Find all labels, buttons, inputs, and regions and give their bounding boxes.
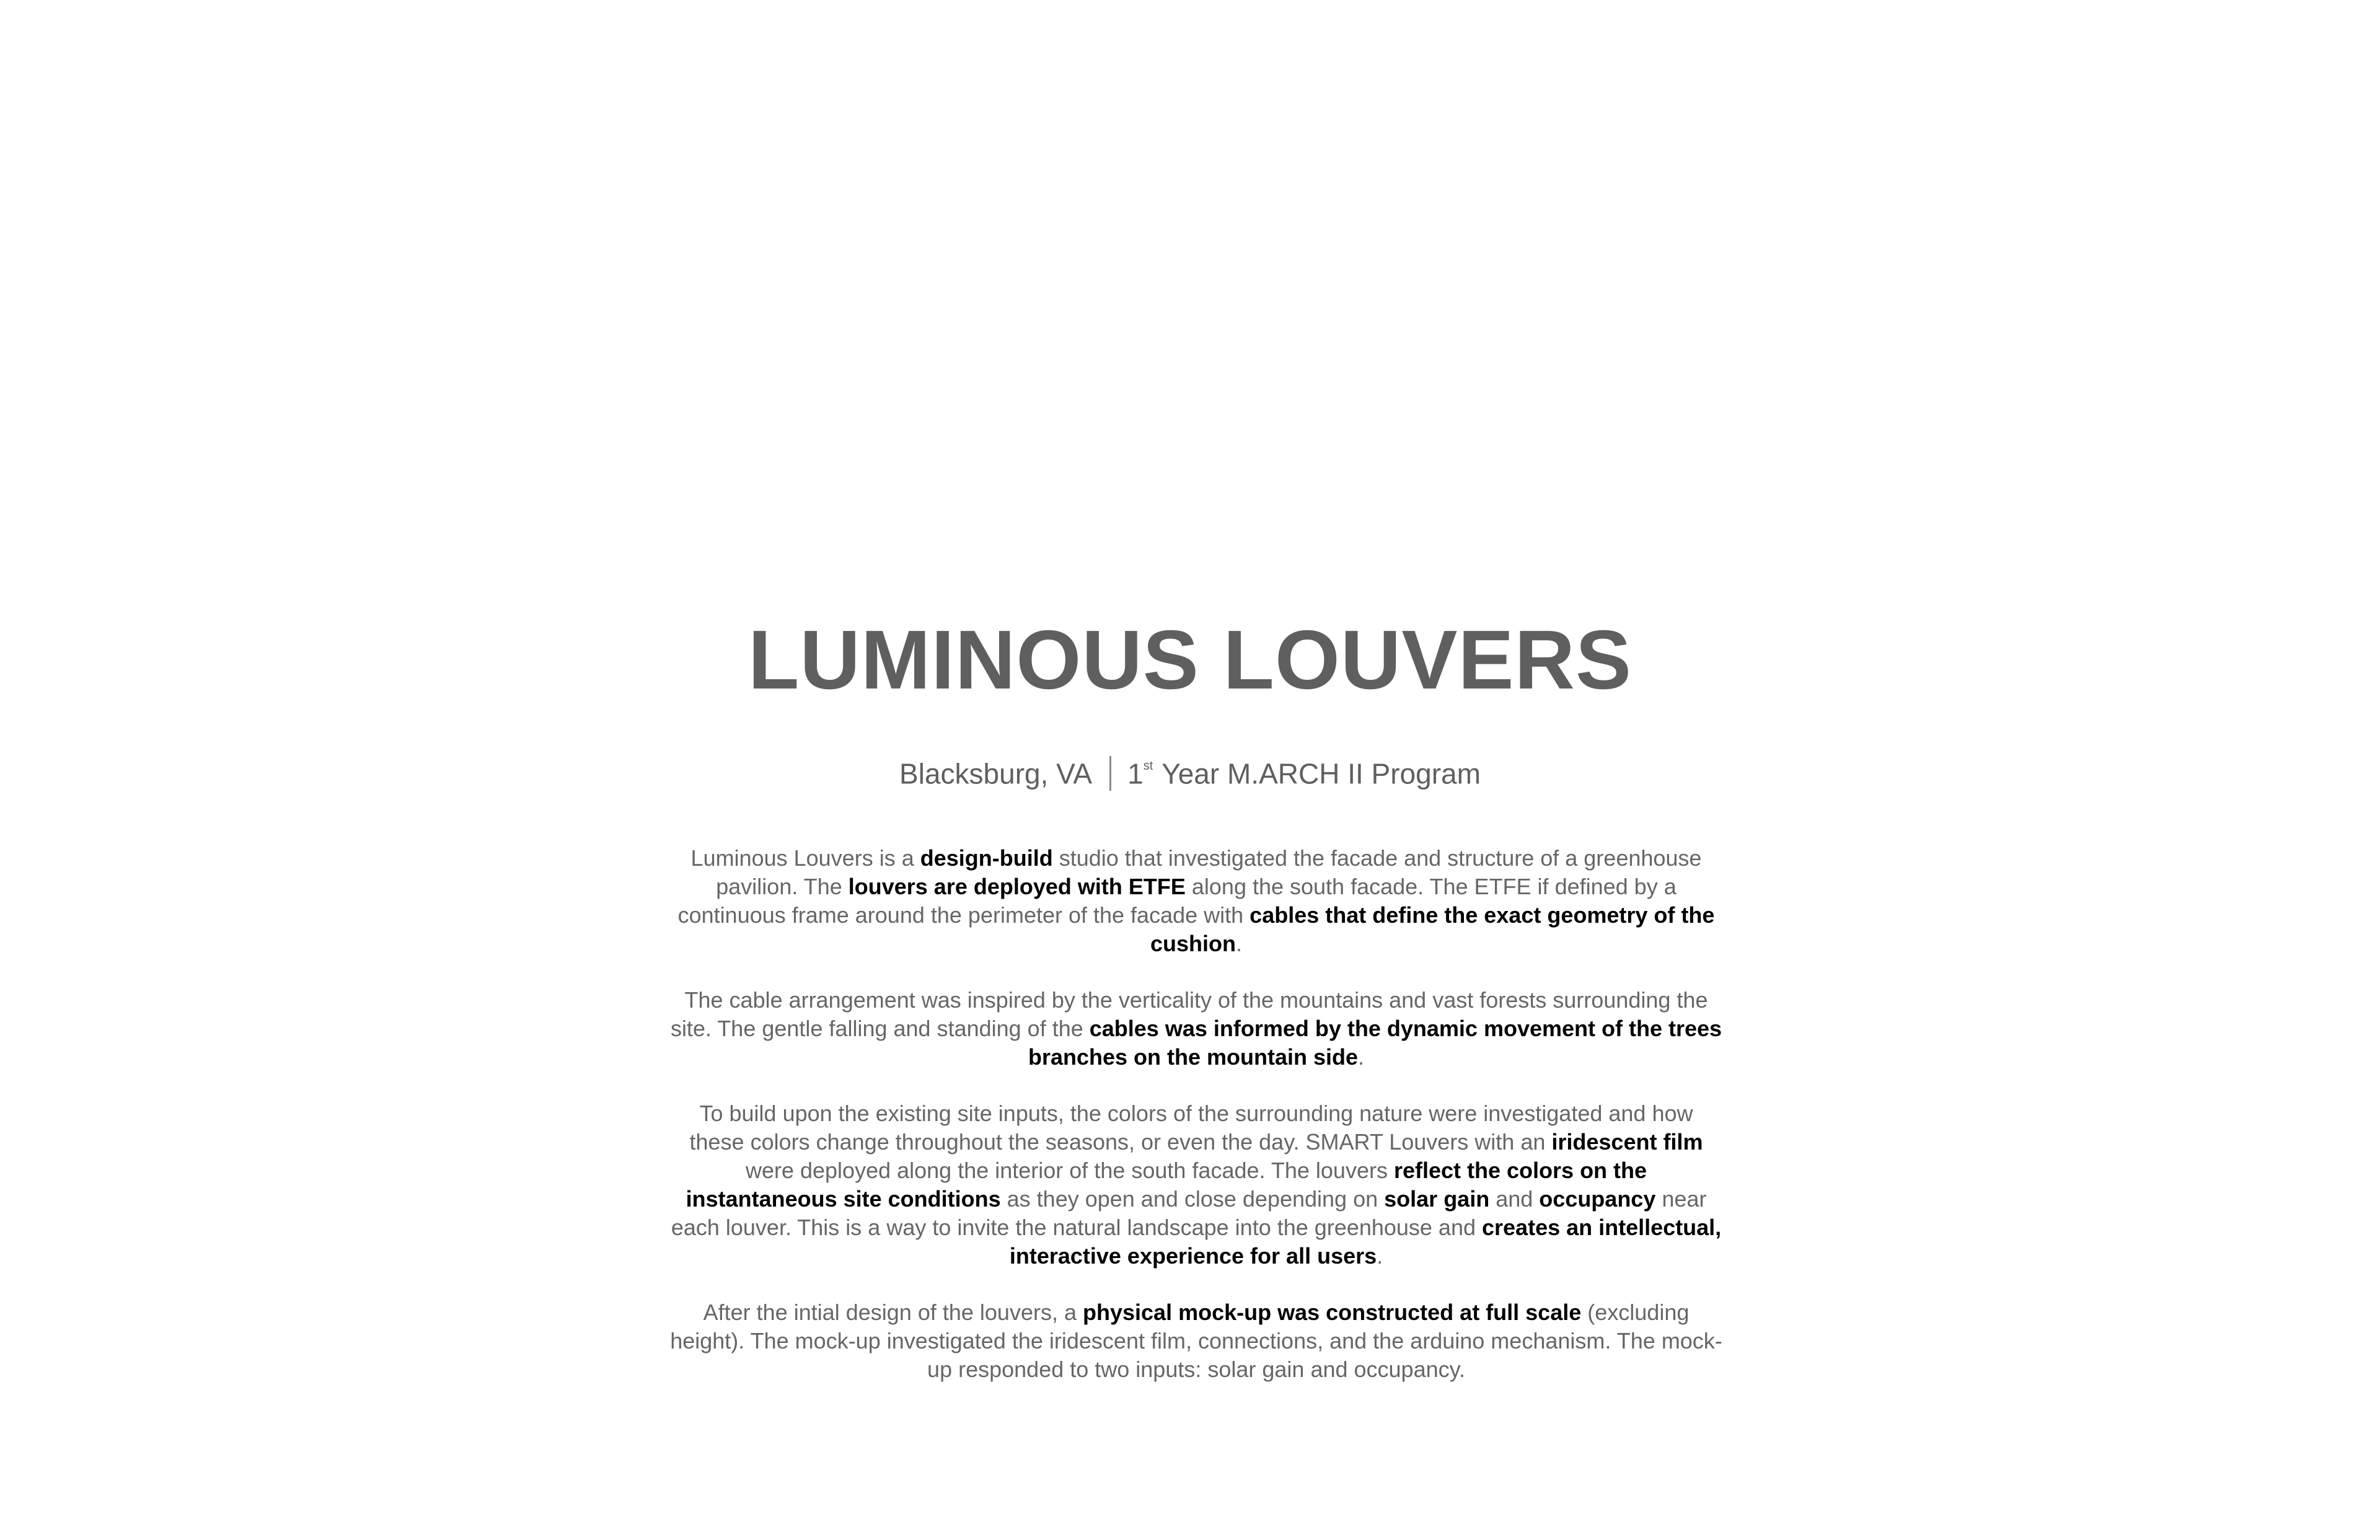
text-run: and (1489, 1186, 1540, 1212)
paragraph-mockup (669, 1298, 1723, 1384)
text-run: . (1236, 931, 1243, 956)
emphasis: creates an intellectual, interactive experience for all users (1009, 1215, 1722, 1269)
emphasis: iridescent film (1551, 1129, 1703, 1155)
text-run: (excluding height). The mock-up investigated the iridescent film, connections, and the arduino mechanism. The mock-up responded to two inputs: solar gain and occupancy. (670, 1300, 1722, 1382)
text-run: along the south facade. The ETFE if defined by a continuous frame around the perimeter of the facade with (677, 874, 1677, 928)
emphasis: solar gain (1384, 1186, 1490, 1212)
subtitle (0, 750, 2380, 793)
emphasis: reflect the colors on the instantaneous site conditions (685, 1158, 1647, 1212)
paragraph-colors (669, 1099, 1723, 1270)
emphasis: physical mock-up was constructed at full scale (1083, 1300, 1582, 1325)
text-run: . (1358, 1044, 1365, 1070)
description (669, 844, 1723, 1412)
year-number: 1 (1127, 757, 1144, 790)
paragraph-cables (669, 986, 1723, 1071)
divider (1109, 756, 1111, 791)
text-run: The cable arrangement was inspired by the verticality of the mountains and vast forests surrounding the site. The gentle falling and standing of the (670, 987, 1708, 1041)
paragraph-intro (669, 844, 1723, 958)
emphasis: design-build (920, 845, 1053, 871)
page-title: LUMINOUS LOUVERS (747, 613, 1633, 706)
text-run: studio that investigated the facade and structure of a greenhouse pavilion. The (716, 845, 1702, 899)
year-suffix: st (1143, 759, 1153, 773)
text-run: . (1377, 1243, 1383, 1269)
emphasis: cables that define the exact geometry of the cushion (1150, 902, 1715, 956)
text-run: as they open and close depending on (1000, 1186, 1385, 1212)
text-run: After the intial design of the louvers, a (703, 1300, 1083, 1325)
text-run: were deployed along the interior of the south facade. The louvers (745, 1158, 1394, 1183)
emphasis: occupancy (1539, 1186, 1656, 1212)
text-run: Luminous Louvers is a (690, 845, 920, 871)
program-text: Year M.ARCH II Program (1161, 757, 1481, 790)
emphasis: louvers are deployed with ETFE (848, 874, 1186, 899)
emphasis: cables was informed by the dynamic movement of the trees branches on the mountain side (1028, 1016, 1722, 1070)
text-run: To build upon the existing site inputs, the colors of the surrounding nature were investigated and how these colors change throughout the seasons, or even the day. SMART Louvers with an (689, 1101, 1693, 1155)
text-run: near each louver. This is a way to invite the natural landscape into the greenhouse and (671, 1186, 1707, 1240)
location-text: Blacksburg, VA (899, 757, 1093, 790)
